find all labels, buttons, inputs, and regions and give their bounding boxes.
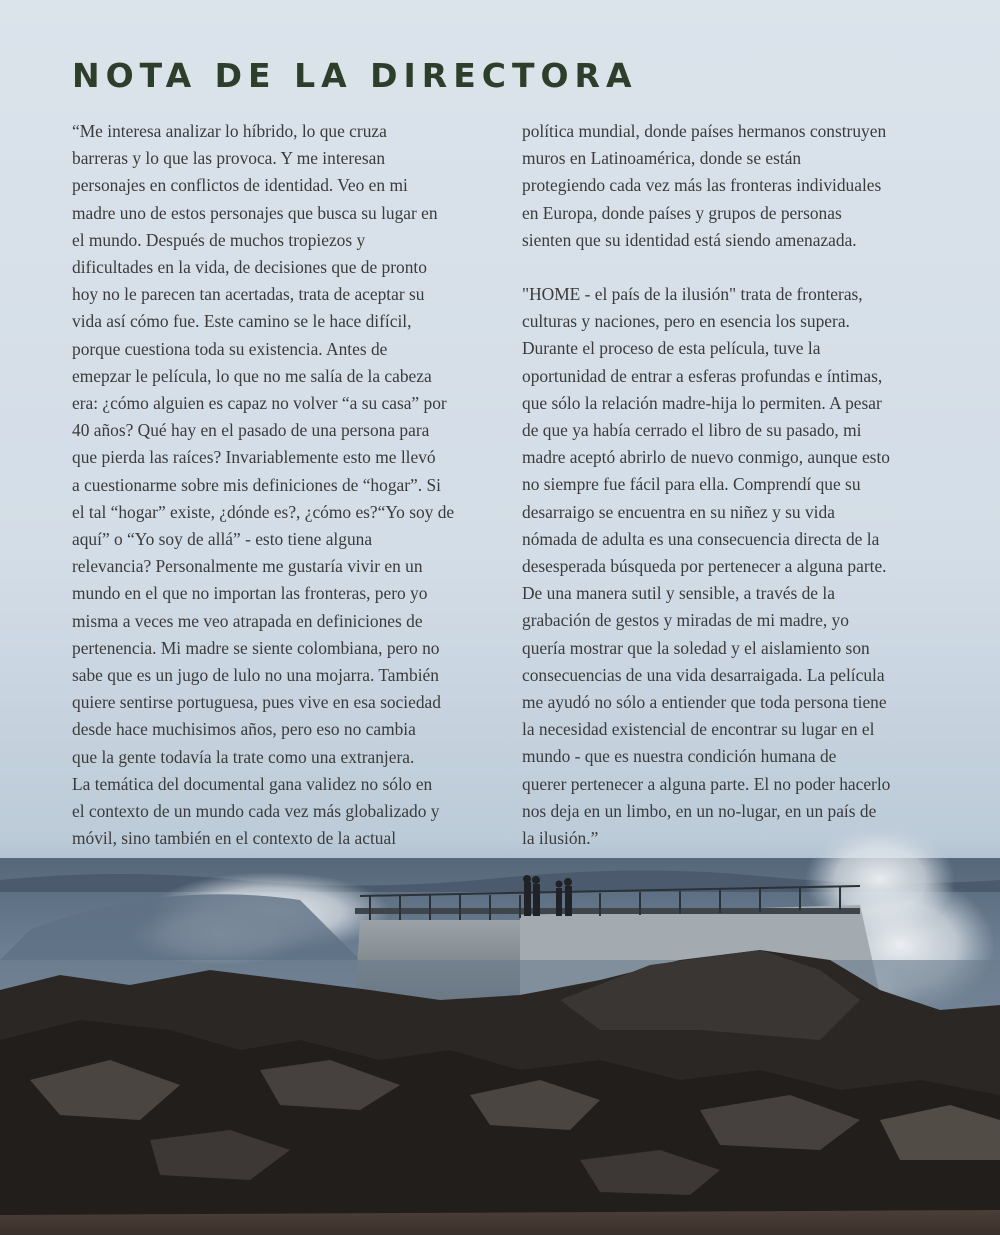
text-line: quería mostrar que la soledad y el aislamiento son — [522, 637, 870, 658]
text-line: móvil, sino también en el contexto de la actual — [72, 828, 397, 849]
text-line: el tal “hogar” existe, ¿dónde es?, ¿cómo es?“Yo soy de — [72, 501, 455, 522]
page-title: NOTA DE LA DIRECTORA — [72, 56, 638, 95]
text-line: mundo - que es nuestra condición humana de — [522, 746, 837, 767]
text-line: madre uno de estos personajes que busca su lugar en — [72, 202, 438, 223]
text-line: aquí” o “Yo soy de allá” - esto tiene alguna — [72, 529, 373, 550]
text-line: que sólo la relación madre-hija lo permiten. A pesar — [522, 392, 882, 413]
text-line: protegiendo cada vez más las fronteras individuales — [522, 175, 882, 196]
text-line: quiere sentirse portuguesa, pues vive en esa sociedad — [72, 692, 441, 713]
text-line: Durante el proceso de esta película, tuve la — [522, 338, 821, 359]
paragraph-1-continued — [522, 118, 942, 254]
text-line: pertenencia. Mi madre se siente colombiana, pero no — [72, 637, 440, 658]
text-line: desarraigo se encuentra en su niñez y su vida — [522, 501, 835, 522]
text-line: política mundial, donde países hermanos construyen — [522, 121, 887, 141]
text-line: que la gente todavía la trate como una extranjera. — [72, 746, 415, 767]
text-line: culturas y naciones, pero en esencia los supera. — [522, 311, 850, 332]
left-column — [72, 118, 492, 852]
text-line: me ayudó no sólo a entiender que toda persona tiene — [522, 692, 887, 713]
text-line: sabe que es un jugo de lulo no una mojarra. También — [72, 665, 439, 686]
paragraph-2 — [522, 281, 942, 852]
text-line: en Europa, donde países y grupos de personas — [522, 202, 842, 223]
text-line: el contexto de un mundo cada vez más globalizado y — [72, 801, 440, 822]
text-line: muros en Latinoamérica, donde se están — [522, 148, 802, 169]
text-line: barreras y lo que las provoca. Y me interesan — [72, 148, 386, 169]
text-line: era: ¿cómo alguien es capaz no volver “a su casa” por — [72, 393, 447, 414]
text-line: nos deja en un limbo, en un no-lugar, en un país de — [522, 800, 877, 821]
text-line: 40 años? Qué hay en el pasado de una persona para — [72, 420, 430, 441]
text-line: De una manera sutil y sensible, a través de la — [522, 583, 835, 604]
text-line: a cuestionarme sobre mis definiciones de “hogar”. Si — [72, 474, 441, 495]
text-line: sienten que su identidad está siendo amenazada. — [522, 229, 857, 250]
text-line: que pierda las raíces? Invariablemente esto me llevó — [72, 447, 436, 468]
text-line: el mundo. Después de muchos tropiezos y — [72, 229, 366, 250]
paragraph-1 — [72, 118, 492, 852]
text-line: “Me interesa analizar lo híbrido, lo que cruza — [72, 121, 387, 141]
text-line: relevancia? Personalmente me gustaría vivir en un — [72, 556, 423, 577]
text-line: la ilusión.” — [522, 828, 599, 849]
text-line: querer pertenecer a alguna parte. El no poder hacerlo — [522, 773, 891, 794]
text-line: hoy no le parecen tan acertadas, trata de aceptar su — [72, 284, 425, 305]
text-line: consecuencias de una vida desarraigada. La película — [522, 664, 885, 685]
text-line: personajes en conflictos de identidad. Veo en mi — [72, 175, 408, 196]
right-column — [522, 118, 942, 852]
text-line: porque cuestiona toda su existencia. Antes de — [72, 338, 388, 359]
text-line: nómada de adulta es una consecuencia directa de la — [522, 528, 880, 549]
text-line: emepzar le película, lo que no me salía de la cabeza — [72, 365, 432, 386]
text-line: misma a veces me veo atrapada en definiciones de — [72, 610, 423, 631]
text-line: desesperada búsqueda por pertenecer a alguna parte. — [522, 556, 887, 577]
text-line: mundo en el que no importan las fronteras, pero yo — [72, 583, 428, 604]
text-line: grabación de gestos y miradas de mi madre, yo — [522, 610, 849, 631]
text-line: "HOME - el país de la ilusión" trata de fronteras, — [522, 284, 863, 305]
text-line: vida así cómo fue. Este camino se le hace difícil, — [72, 311, 412, 332]
text-line: oportunidad de entrar a esferas profundas e íntimas, — [522, 365, 883, 386]
text-line: dificultades en la vida, de decisiones que de pronto — [72, 257, 427, 278]
text-line: madre aceptó abrirlo de nuevo conmigo, aunque esto — [522, 447, 890, 468]
text-line: La temática del documental gana validez no sólo en — [72, 773, 433, 794]
text-line: la necesidad existencial de encontrar su lugar en el — [522, 719, 875, 740]
text-line: no siempre fue fácil para ella. Comprendí que su — [522, 474, 861, 495]
text-line: desde hace muchisimos años, pero eso no cambia — [72, 719, 416, 740]
text-line: de que ya había cerrado el libro de su pasado, mi — [522, 420, 862, 441]
